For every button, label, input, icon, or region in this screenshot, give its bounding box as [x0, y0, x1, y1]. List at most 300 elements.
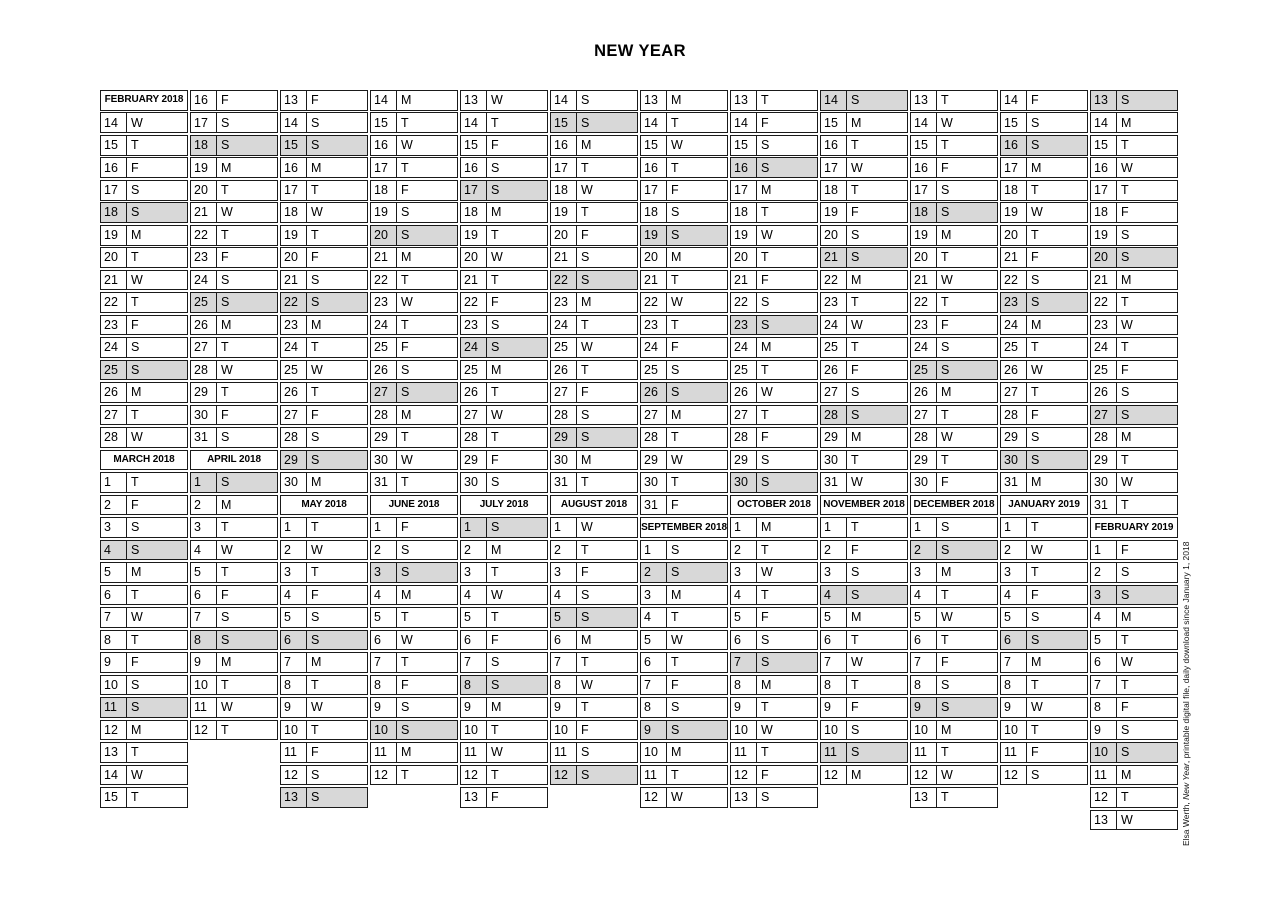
day-cell	[370, 360, 458, 381]
day-number: 6	[821, 631, 847, 650]
day-letter: S	[131, 182, 140, 197]
day-cell-sunday	[1090, 247, 1178, 268]
day-cell	[280, 315, 368, 336]
day-cell	[1000, 540, 1088, 561]
day-number: 26	[551, 361, 577, 380]
day-cell	[640, 495, 728, 516]
day-letter: W	[221, 362, 233, 377]
day-letter: M	[761, 340, 772, 355]
day-letter: S	[1031, 272, 1040, 287]
day-letter: S	[221, 475, 230, 490]
day-cell	[820, 292, 908, 313]
day-number: 8	[191, 631, 217, 650]
day-number: 17	[191, 113, 217, 132]
day-letter: W	[1031, 205, 1043, 220]
day-cell	[550, 630, 638, 651]
day-number: 29	[281, 451, 307, 470]
day-cell	[910, 787, 998, 808]
day-letter: S	[491, 340, 500, 355]
day-cell	[370, 517, 458, 538]
day-letter: S	[671, 700, 680, 715]
day-number: 28	[821, 406, 847, 425]
day-number: 4	[1001, 586, 1027, 605]
day-number: 29	[731, 451, 757, 470]
day-letter: S	[761, 160, 770, 175]
day-cell	[820, 180, 908, 201]
day-number: 11	[731, 743, 757, 762]
day-letter: W	[1121, 317, 1133, 332]
day-cell	[820, 450, 908, 471]
day-cell	[910, 315, 998, 336]
day-cell	[100, 405, 188, 426]
day-cell	[100, 292, 188, 313]
day-number: 24	[371, 316, 397, 335]
day-number: 27	[731, 406, 757, 425]
day-number: 22	[821, 271, 847, 290]
day-number: 5	[101, 563, 127, 582]
day-number: 11	[1001, 743, 1027, 762]
day-number: 14	[371, 91, 397, 110]
day-number: 12	[551, 766, 577, 785]
day-letter: S	[851, 93, 860, 108]
day-cell	[190, 270, 278, 291]
month-header-cell: FEBRUARY 2018	[100, 90, 188, 111]
day-number: 26	[461, 383, 487, 402]
day-cell	[1000, 180, 1088, 201]
day-number: 14	[551, 91, 577, 110]
day-number: 16	[281, 158, 307, 177]
day-cell	[730, 742, 818, 763]
day-number: 10	[1091, 743, 1117, 762]
day-number: 19	[731, 226, 757, 245]
day-number: 19	[551, 203, 577, 222]
day-number: 23	[1091, 316, 1117, 335]
day-letter: T	[671, 475, 679, 490]
day-letter: M	[941, 227, 952, 242]
day-letter: W	[401, 452, 413, 467]
day-number: 9	[281, 698, 307, 717]
day-number: 28	[461, 428, 487, 447]
day-number: 30	[281, 473, 307, 492]
day-cell	[730, 517, 818, 538]
day-number: 10	[281, 721, 307, 740]
day-cell	[820, 697, 908, 718]
day-cell	[1000, 585, 1088, 606]
day-letter: F	[491, 452, 499, 467]
day-letter: S	[1031, 632, 1040, 647]
day-cell	[730, 675, 818, 696]
day-letter: T	[401, 655, 409, 670]
day-letter: T	[851, 632, 859, 647]
day-cell	[100, 630, 188, 651]
day-cell	[640, 787, 728, 808]
day-letter: S	[941, 520, 950, 535]
day-letter: S	[311, 295, 320, 310]
day-cell-sunday	[370, 720, 458, 741]
day-number: 23	[371, 293, 397, 312]
day-number: 3	[731, 563, 757, 582]
day-letter: M	[221, 160, 232, 175]
day-number: 29	[821, 428, 847, 447]
day-cell-sunday	[730, 652, 818, 673]
day-number: 5	[281, 608, 307, 627]
day-cell	[550, 562, 638, 583]
day-cell	[910, 225, 998, 246]
day-cell-sunday	[1000, 450, 1088, 471]
day-number: 1	[1001, 518, 1027, 537]
day-number: 25	[371, 338, 397, 357]
month-header-cell: MARCH 2018	[100, 450, 188, 471]
day-number: 3	[1001, 563, 1027, 582]
day-cell	[910, 720, 998, 741]
day-number: 6	[1001, 631, 1027, 650]
day-cell	[1090, 495, 1178, 516]
day-cell	[370, 247, 458, 268]
day-cell	[730, 450, 818, 471]
month-header-cell: DECEMBER 2018	[910, 495, 998, 516]
day-number: 24	[191, 271, 217, 290]
day-number: 24	[101, 338, 127, 357]
day-cell	[820, 607, 908, 628]
day-cell	[820, 202, 908, 223]
day-number: 17	[821, 158, 847, 177]
day-cell	[640, 675, 728, 696]
day-letter: S	[1121, 93, 1130, 108]
day-cell	[1000, 337, 1088, 358]
day-number: 17	[1091, 181, 1117, 200]
day-cell	[190, 202, 278, 223]
day-number: 23	[821, 293, 847, 312]
day-number: 10	[191, 676, 217, 695]
day-cell-sunday	[640, 562, 728, 583]
day-letter: M	[671, 93, 682, 108]
day-letter: M	[581, 138, 592, 153]
credit-suffix: , printable digital file, daily download since January 1, 2018	[1181, 541, 1191, 764]
day-cell-sunday	[100, 540, 188, 561]
credit-work-title: New Year	[1181, 763, 1191, 800]
day-number: 16	[1091, 158, 1117, 177]
day-number: 22	[191, 226, 217, 245]
day-letter: T	[221, 227, 229, 242]
day-cell	[730, 337, 818, 358]
day-letter: M	[851, 610, 862, 625]
day-cell	[730, 540, 818, 561]
day-number: 20	[281, 248, 307, 267]
day-number: 24	[551, 316, 577, 335]
day-cell	[1090, 382, 1178, 403]
day-letter: T	[941, 745, 949, 760]
day-number: 28	[281, 428, 307, 447]
day-number: 8	[1091, 698, 1117, 717]
day-letter: M	[491, 205, 502, 220]
day-number: 9	[911, 698, 937, 717]
day-letter: F	[491, 138, 499, 153]
day-letter: M	[671, 587, 682, 602]
day-letter: F	[761, 767, 769, 782]
day-number: 9	[1091, 721, 1117, 740]
day-number: 1	[101, 473, 127, 492]
day-cell	[1090, 292, 1178, 313]
day-letter: F	[1031, 407, 1039, 422]
day-letter: T	[581, 317, 589, 332]
day-cell-sunday	[460, 517, 548, 538]
day-letter: W	[851, 475, 863, 490]
day-letter: S	[761, 475, 770, 490]
day-letter: W	[311, 205, 323, 220]
day-number: 2	[281, 541, 307, 560]
planner-column	[910, 90, 998, 810]
day-number: 8	[911, 676, 937, 695]
day-number: 28	[1001, 406, 1027, 425]
day-letter: F	[581, 722, 589, 737]
day-cell	[280, 472, 368, 493]
day-number: 31	[191, 428, 217, 447]
day-cell	[1090, 720, 1178, 741]
day-cell	[550, 360, 638, 381]
day-number: 19	[281, 226, 307, 245]
day-letter: M	[761, 520, 772, 535]
day-number: 14	[731, 113, 757, 132]
day-letter: S	[851, 587, 860, 602]
day-letter: T	[581, 700, 589, 715]
day-letter: W	[131, 272, 143, 287]
day-letter: M	[311, 160, 322, 175]
day-letter: M	[311, 317, 322, 332]
day-letter: S	[761, 317, 770, 332]
day-number: 6	[551, 631, 577, 650]
day-number: 27	[371, 383, 397, 402]
day-letter: W	[581, 520, 593, 535]
day-letter: W	[491, 745, 503, 760]
day-cell	[460, 225, 548, 246]
day-number: 22	[281, 293, 307, 312]
planner-column	[280, 90, 368, 810]
day-letter: W	[671, 452, 683, 467]
day-cell	[1000, 607, 1088, 628]
day-letter: T	[671, 160, 679, 175]
day-letter: T	[1121, 497, 1129, 512]
day-cell	[280, 697, 368, 718]
day-letter: F	[1031, 250, 1039, 265]
day-number: 16	[821, 136, 847, 155]
day-letter: S	[221, 430, 230, 445]
day-number: 18	[551, 181, 577, 200]
day-number: 31	[641, 496, 667, 515]
day-letter: S	[1031, 295, 1040, 310]
day-letter: M	[491, 362, 502, 377]
day-letter: M	[851, 430, 862, 445]
day-letter: S	[1031, 610, 1040, 625]
day-number: 24	[461, 338, 487, 357]
day-number: 7	[821, 653, 847, 672]
day-number: 26	[731, 383, 757, 402]
day-cell	[280, 742, 368, 763]
day-number: 4	[281, 586, 307, 605]
day-number: 27	[1001, 383, 1027, 402]
day-letter: F	[491, 632, 499, 647]
day-letter: S	[221, 295, 230, 310]
day-cell	[1000, 652, 1088, 673]
day-number: 9	[1001, 698, 1027, 717]
day-cell	[1000, 562, 1088, 583]
day-letter: S	[671, 722, 680, 737]
day-cell	[460, 697, 548, 718]
day-letter: S	[671, 205, 680, 220]
day-cell	[730, 382, 818, 403]
day-cell	[640, 315, 728, 336]
day-number: 3	[821, 563, 847, 582]
day-letter: M	[1121, 272, 1132, 287]
day-letter: T	[131, 295, 139, 310]
day-letter: F	[1121, 542, 1129, 557]
day-cell	[460, 585, 548, 606]
day-number: 5	[191, 563, 217, 582]
day-number: 31	[821, 473, 847, 492]
day-letter: S	[491, 160, 500, 175]
planner-column	[640, 90, 728, 810]
day-number: 5	[371, 608, 397, 627]
day-letter: T	[311, 385, 319, 400]
day-number: 20	[731, 248, 757, 267]
day-cell	[550, 315, 638, 336]
day-cell-sunday	[1000, 292, 1088, 313]
planner-column	[1090, 90, 1178, 832]
day-number: 11	[461, 743, 487, 762]
day-letter: F	[131, 317, 139, 332]
day-cell	[1090, 315, 1178, 336]
day-letter: T	[221, 182, 229, 197]
day-letter: M	[1031, 317, 1042, 332]
day-cell	[910, 135, 998, 156]
day-letter: W	[1121, 160, 1133, 175]
day-cell	[910, 427, 998, 448]
day-letter: W	[671, 632, 683, 647]
day-letter: M	[671, 745, 682, 760]
day-number: 18	[911, 203, 937, 222]
day-number: 31	[1001, 473, 1027, 492]
day-letter: T	[491, 385, 499, 400]
day-cell	[190, 652, 278, 673]
day-cell	[370, 112, 458, 133]
day-number: 13	[461, 788, 487, 807]
day-number: 4	[551, 586, 577, 605]
day-cell-sunday	[1090, 742, 1178, 763]
day-cell	[280, 225, 368, 246]
day-number: 2	[1091, 563, 1117, 582]
day-cell-sunday	[820, 90, 908, 111]
day-letter: W	[851, 655, 863, 670]
day-cell	[280, 517, 368, 538]
day-letter: S	[761, 295, 770, 310]
day-letter: W	[221, 205, 233, 220]
day-letter: W	[491, 407, 503, 422]
day-number: 2	[101, 496, 127, 515]
day-number: 28	[641, 428, 667, 447]
day-letter: W	[311, 700, 323, 715]
day-cell	[640, 270, 728, 291]
day-cell	[1000, 247, 1088, 268]
day-number: 13	[911, 91, 937, 110]
day-cell	[100, 720, 188, 741]
day-letter: T	[581, 655, 589, 670]
day-number: 31	[371, 473, 397, 492]
day-number: 13	[911, 788, 937, 807]
day-cell	[1000, 405, 1088, 426]
day-cell	[910, 405, 998, 426]
day-number: 13	[1091, 91, 1117, 110]
day-letter: T	[671, 272, 679, 287]
day-number: 12	[191, 721, 217, 740]
day-number: 28	[731, 428, 757, 447]
day-number: 28	[911, 428, 937, 447]
day-cell	[1090, 630, 1178, 651]
day-letter: T	[761, 93, 769, 108]
day-letter: S	[941, 362, 950, 377]
day-number: 16	[641, 158, 667, 177]
day-cell	[100, 517, 188, 538]
day-letter: T	[941, 452, 949, 467]
day-cell	[370, 652, 458, 673]
day-number: 18	[461, 203, 487, 222]
day-letter: S	[1031, 430, 1040, 445]
day-cell	[1000, 427, 1088, 448]
day-letter: S	[491, 655, 500, 670]
day-number: 15	[101, 136, 127, 155]
day-number: 14	[1091, 113, 1117, 132]
day-number: 6	[281, 631, 307, 650]
day-letter: S	[131, 700, 140, 715]
day-number: 15	[101, 788, 127, 807]
day-letter: F	[1121, 362, 1129, 377]
day-number: 24	[641, 338, 667, 357]
day-number: 15	[911, 136, 937, 155]
day-number: 13	[731, 91, 757, 110]
day-letter: S	[1031, 452, 1040, 467]
day-letter: W	[761, 227, 773, 242]
day-cell	[550, 135, 638, 156]
day-cell	[550, 652, 638, 673]
day-letter: M	[311, 475, 322, 490]
day-letter: S	[1031, 767, 1040, 782]
day-number: 3	[281, 563, 307, 582]
day-letter: W	[1031, 542, 1043, 557]
day-cell	[910, 247, 998, 268]
year-planner-grid	[100, 90, 1178, 832]
day-cell	[910, 472, 998, 493]
day-cell	[1000, 90, 1088, 111]
day-cell	[460, 90, 548, 111]
day-number: 5	[1091, 631, 1117, 650]
day-letter: T	[581, 160, 589, 175]
day-letter: F	[1121, 700, 1129, 715]
day-letter: T	[311, 340, 319, 355]
day-cell	[550, 337, 638, 358]
day-number: 6	[371, 631, 397, 650]
day-letter: T	[311, 520, 319, 535]
day-cell	[820, 135, 908, 156]
day-cell	[550, 742, 638, 763]
day-number: 26	[911, 383, 937, 402]
day-cell	[640, 427, 728, 448]
day-cell	[190, 427, 278, 448]
day-letter: T	[1031, 227, 1039, 242]
day-letter: M	[131, 722, 142, 737]
day-letter: S	[761, 790, 770, 805]
day-letter: F	[1031, 745, 1039, 760]
day-number: 18	[731, 203, 757, 222]
day-number: 22	[911, 293, 937, 312]
day-cell	[910, 765, 998, 786]
